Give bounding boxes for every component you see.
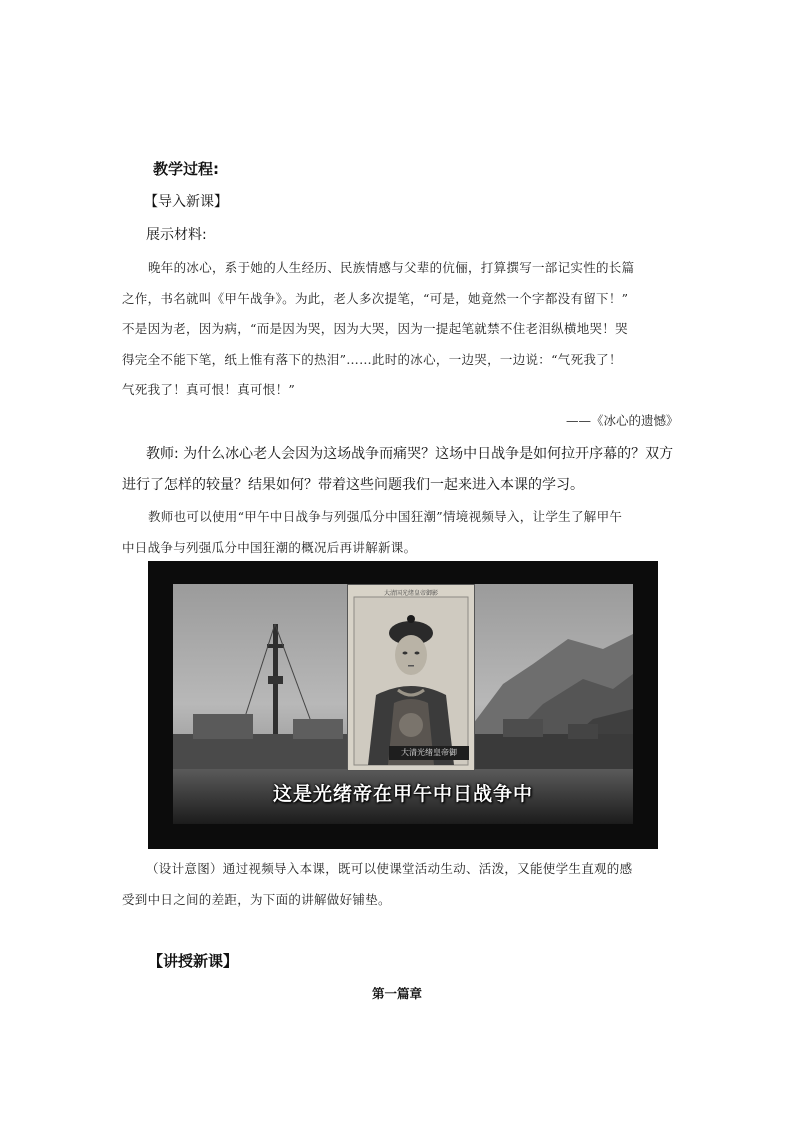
quote-line: 气死我了！真可恨！真可恨！” xyxy=(122,382,296,397)
design-line: 受到中日之间的差距，为下面的讲解做好铺垫。 xyxy=(122,892,391,907)
portrait-top-inscription: 大清国光绪皇帝御影 xyxy=(383,590,438,597)
video-still xyxy=(148,561,658,849)
video-caption: 这是光绪帝在甲午中日战争中 xyxy=(272,783,533,805)
quote-line: 不是因为老，因为病，“而是因为哭，因为大哭，因为一提起笔就禁不住老泪纵横地哭！哭 xyxy=(122,321,628,336)
chapter-title: 第一篇章 xyxy=(371,986,422,1001)
video-scene xyxy=(173,584,633,824)
lecture-section-heading: 【讲授新课】 xyxy=(148,952,239,970)
portrait-label: 大清光绪皇帝御 xyxy=(389,746,469,760)
video-line: 教师也可以使用“甲午中日战争与列强瓜分中国狂潮”情境视频导入，让学生了解甲午 xyxy=(148,509,623,524)
intro-section-heading: 【导入新课】 xyxy=(144,194,228,210)
quote-source: ——《冰心的遗憾》 xyxy=(566,413,679,428)
quote-line: 晚年的冰心，系于她的人生经历、民族情感与父辈的伉俪，打算撰写一部记实性的长篇 xyxy=(148,260,635,275)
video-line: 中日战争与列强瓜分中国狂潮的概况后再讲解新课。 xyxy=(122,540,417,555)
teacher-line: 教师: 为什么冰心老人会因为这场战争而痛哭？这场中日战争是如何拉开序幕的？双方 xyxy=(146,446,674,462)
material-label: 展示材料: xyxy=(146,227,207,243)
quote-line: 得完全不能下笔，纸上惟有落下的热泪”……此时的冰心，一边哭，一边说：“气死我了！ xyxy=(122,352,622,367)
teacher-line: 进行了怎样的较量？结果如何？带着这些问题我们一起来进入本课的学习。 xyxy=(122,477,584,493)
emperor-portrait xyxy=(347,584,475,771)
portrait-figure-illustration xyxy=(348,585,474,770)
teaching-process-heading: 教学过程: xyxy=(153,160,219,178)
quote-line: 之作，书名就叫《甲午战争》。为此，老人多次提笔，“可是，她竟然一个字都没有留下！” xyxy=(122,291,629,306)
design-line: （设计意图）通过视频导入本课，既可以使课堂活动生动、活泼，又能使学生直观的感 xyxy=(146,861,633,876)
